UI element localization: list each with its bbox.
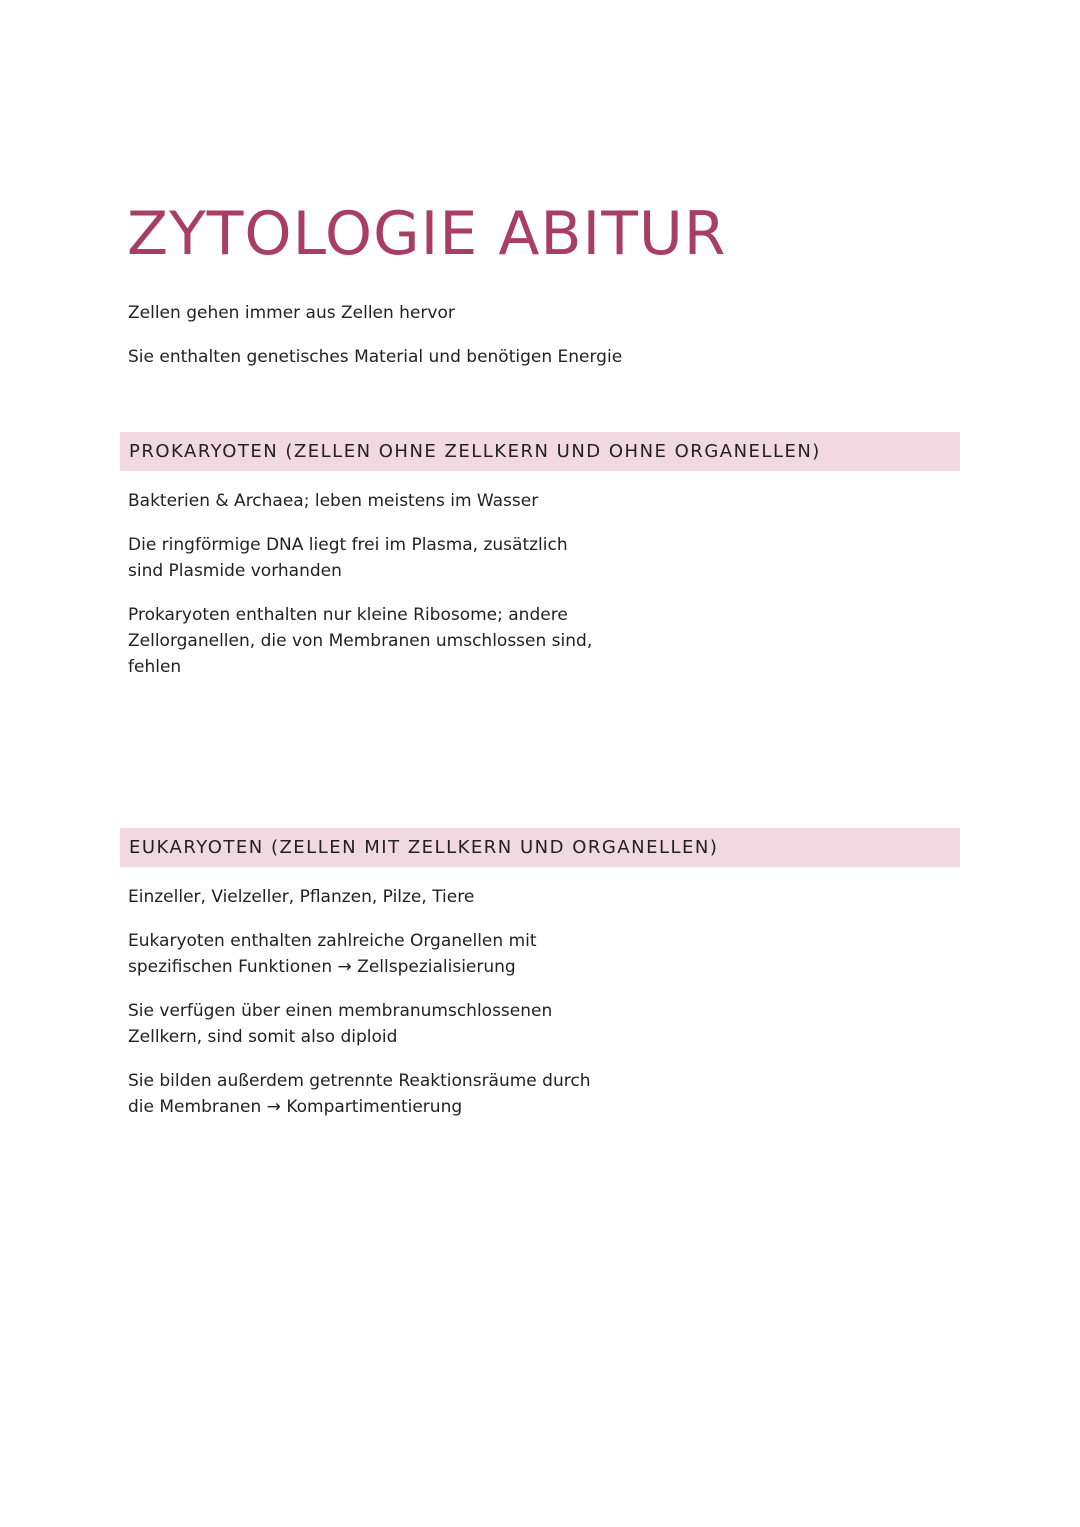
paragraph: Sie verfügen über einen membranumschlossenen Zellkern, sind somit also diploid (128, 1001, 553, 1047)
intro-block (128, 300, 828, 388)
paragraph: Die ringförmige DNA liegt frei im Plasma, zusätzlich sind Plasmide vorhanden (128, 535, 568, 581)
section-header-eukaryoten: EUKARYOTEN (ZELLEN MIT ZELLKERN UND ORGANELLEN) (120, 828, 960, 867)
paragraph: Einzeller, Vielzeller, Pflanzen, Pilze, Tiere (128, 887, 475, 907)
paragraph: Eukaryoten enthalten zahlreiche Organellen mit spezifischen Funktionen → Zellspezialisierung (128, 931, 537, 977)
section-body-prokaryoten (128, 488, 598, 698)
section-body-eukaryoten (128, 884, 598, 1138)
paragraph: Bakterien & Archaea; leben meistens im Wasser (128, 491, 539, 511)
intro-line: Zellen gehen immer aus Zellen hervor (128, 303, 455, 323)
intro-line: Sie enthalten genetisches Material und benötigen Energie (128, 347, 623, 367)
page-title: ZYTOLOGIE ABITUR (127, 199, 727, 269)
section-header-prokaryoten: PROKARYOTEN (ZELLEN OHNE ZELLKERN UND OHNE ORGANELLEN) (120, 432, 960, 471)
paragraph: Sie bilden außerdem getrennte Reaktionsräume durch die Membranen → Kompartimentierung (128, 1071, 591, 1117)
paragraph: Prokaryoten enthalten nur kleine Ribosome; andere Zellorganellen, die von Membranen umschlossen sind, fehlen (128, 605, 593, 677)
